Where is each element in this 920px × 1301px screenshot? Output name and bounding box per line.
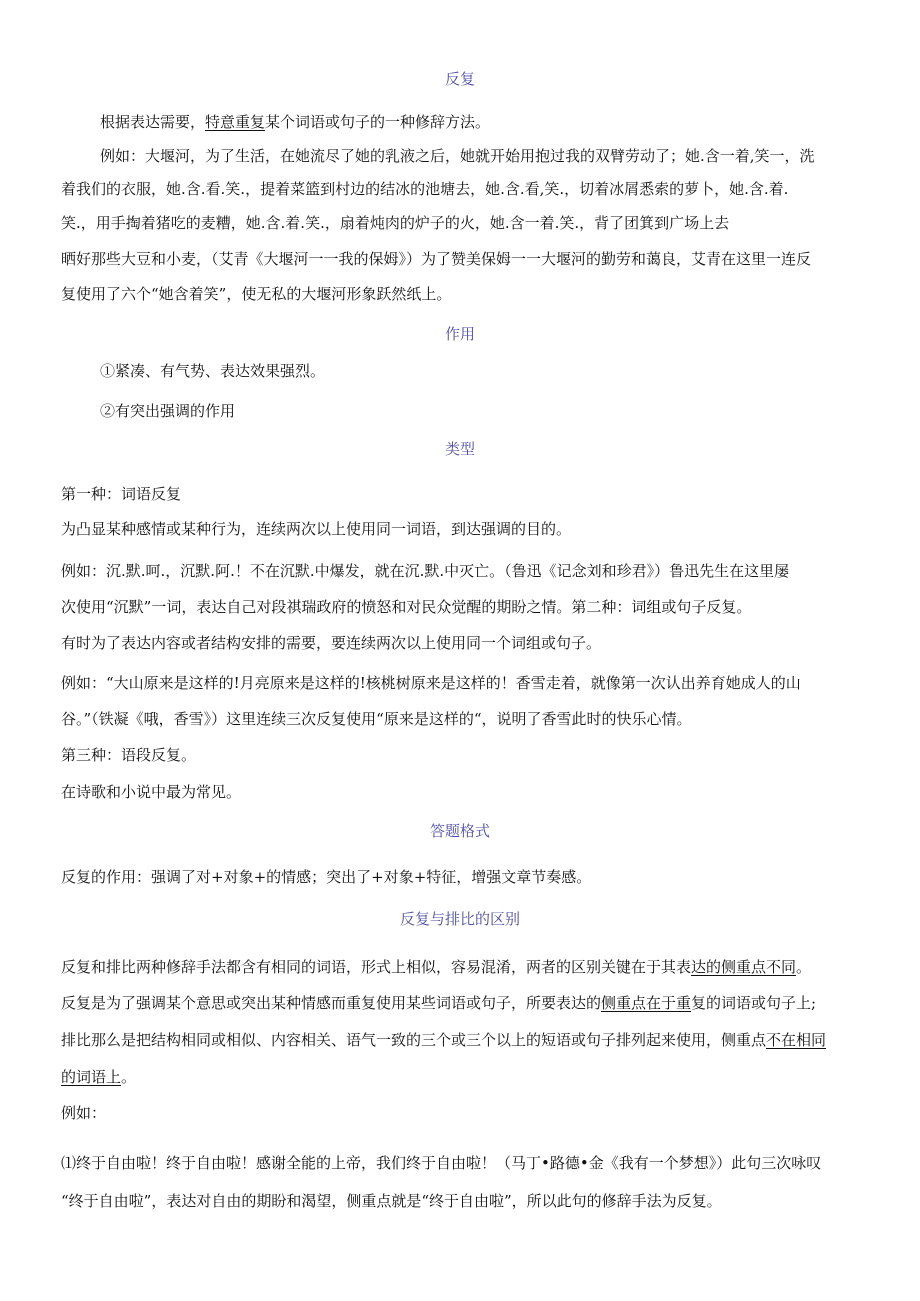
heading-zuoyong: 作用 [444,325,475,343]
example-line-2: 着我们的衣服，她.含.看.笑.，提着菜篮到村边的结冰的池塘去，她.含.看,笑.，切着冰屑悉索的萝卜，她.含.着. [61,180,789,198]
difference-2-underlined: 侧重点在于重 [601,994,692,1012]
difference-paragraph-4 [61,1067,136,1087]
difference-2-suffix: 复的词语或句子上; [691,994,817,1012]
type3-title: 第三种：语段反复。 [61,746,197,764]
example1-line-1: ⑴终于自由啦！终于自由啦！感谢全能的上帝，我们终于自由啦！（马丁•路德•金《我有一个梦想》）此句三次咏叹 [61,1154,822,1172]
type2-example-line-1: 例如：“大山原来是这样的!月亮原来是这样的!核桃树原来是这样的！香雪走着，就像第一次认出养育她成人的山 [61,674,801,692]
heading-qubie: 反复与排比的区别 [399,910,520,928]
answer-format-text: 反复的作用：强调了对+对象+的情感；突出了+对象+特征，增强文章节奏感。 [61,868,592,886]
example-line-1: 例如：大堰河，为了生活，在她流尽了她的乳液之后，她就开始用抱过我的双臂劳动了；她.含一着,笑一，洗 [100,147,815,165]
type3-description: 在诗歌和小说中最为常见。 [61,783,242,801]
definition-paragraph [100,112,490,132]
example-line-5: 复使用了六个“她含着笑”，使无私的大堰河形象跃然纸上。 [61,285,452,303]
definition-suffix: 某个词语或句子的一种修辞方法。 [265,113,491,131]
difference-paragraph-3 [61,1030,826,1050]
difference-1-prefix: 反复和排比两种修辞手法都含有相同的词语，形式上相似，容易混淆，两者的区别关键在于其表 [61,958,692,976]
heading-leixing: 类型 [444,440,475,458]
definition-prefix: 根据表达需要， [100,113,206,131]
type1-title: 第一种：词语反复 [61,485,182,503]
difference-1-suffix: 。 [796,958,812,976]
type1-example-line-1: 例如：沉.默.呵.，沉默.阿.！不在沉默.中爆发，就在沉.默.中灭亡。（鲁迅《记念刘和珍君》）鲁迅先生在这里屡 [61,562,790,580]
heading-fanfu: 反复 [444,70,475,88]
effect-item-2: ②有突出强调的作用 [100,402,236,420]
example-line-3: 笑.，用手掏着猪吃的麦糟，她.含.着.笑.，扇着炖肉的炉子的火，她.含一着.笑.，背了团箕到广场上去 [61,214,730,232]
difference-3-underlined: 不在相同 [766,1031,827,1049]
example-line-4: 晒好那些大豆和小麦，（艾青《大堰河一一我的保姆》）为了赞美保姆一一大堰河的勤劳和蔼良，艾青在这里一连反 [61,250,812,268]
difference-4-underlined: 的词语上 [61,1068,122,1086]
difference-1-underlined: 达的侧重点不同 [691,958,797,976]
example1-line-2: “终于自由啦”，表达对自由的期盼和渴望，侧重点就是“终于自由啦”，所以此句的修辞手法为反复。 [61,1192,722,1210]
difference-paragraph-1 [61,957,811,977]
type2-description: 有时为了表达内容或者结构安排的需要，要连续两次以上使用同一个词组或句子。 [61,634,602,652]
difference-paragraph-2 [61,993,816,1013]
effect-item-1: ①紧凑、有气势、表达效果强烈。 [100,362,326,380]
difference-4-suffix: 。 [121,1068,137,1086]
definition-underlined: 特意重复 [205,113,266,131]
type2-example-line-2: 谷。”（铁凝《哦，香雪》）这里连续三次反复使用“原来是这样的“，说明了香雪此时的快乐心情。 [61,710,692,728]
example-label: 例如： [61,1104,107,1122]
type1-description: 为凸显某种感情或某种行为，连续两次以上使用同一词语，到达强调的目的。 [61,520,572,538]
difference-2-prefix: 反复是为了强调某个意思或突出某种情感而重复使用某些词语或句子，所要表达的 [61,994,602,1012]
difference-3-prefix: 排比那么是把结构相同或相似、内容相关、语气一致的三个或三个以上的短语或句子排列起来使用，侧重点 [61,1031,767,1049]
type1-example-line-2: 次使用“沉默”一词，表达自己对段祺瑞政府的愤怒和对民众觉醒的期盼之情。第二种：词组或句子反复。 [61,598,752,616]
heading-geshi: 答题格式 [429,822,490,840]
